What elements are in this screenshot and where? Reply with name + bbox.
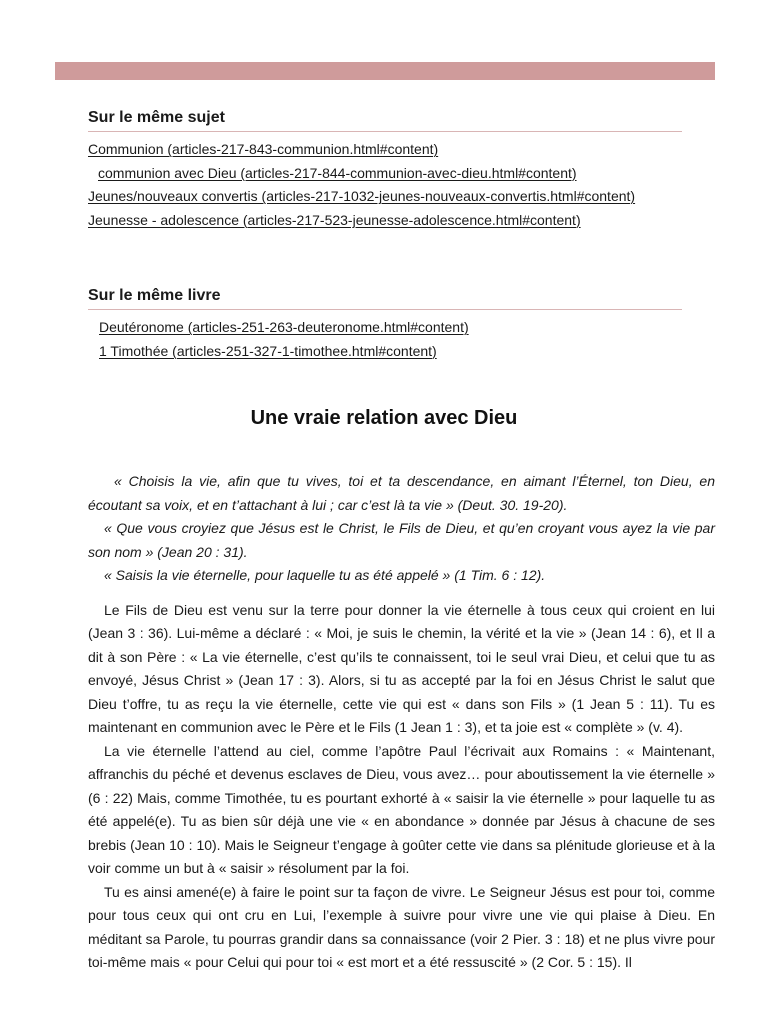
paragraph-3: Tu es ainsi amené(e) à faire le point sur ta façon de vivre. Le Seigneur Jésus est pour toi, comme pour tous ceux qui ont cru en Lui, l’exemple à suivre pour vivre une vie qui plaise à Dieu. En méditant sa Parole, tu pourras grandir dans sa connaissance (voir 2 Pier. 3 : 18) et ne plus vivre pour toi-même mais « pour Celui qui pour toi « est mort et a été ressuscité » (2 Cor. 5 : 15). Il [88, 883, 715, 970]
article-title: Une vraie relation avec Dieu [250, 407, 518, 429]
quote-jean: « Que vous croyiez que Jésus est le Christ, le Fils de Dieu, et qu’en croyant vous ayez la vie par son nom » (Jean 20 : 31). [88, 520, 715, 560]
book-link-deuteronome[interactable]: Deutéronome (articles-251-263-deuteronome.html#content) [99, 319, 469, 335]
related-book-section [88, 286, 682, 363]
section-title-topic: Sur le même sujet [88, 108, 682, 132]
related-link-jeunesse[interactable]: Jeunesse - adolescence (articles-217-523-jeunesse-adolescence.html#content) [88, 211, 581, 228]
related-link-communion[interactable]: Communion (articles-217-843-communion.html#content) [88, 141, 439, 157]
paragraph-2: La vie éternelle l’attend au ciel, comme l’apôtre Paul l’écrivait aux Romains : « Maintenant, affranchis du péché et devenus esclaves de Dieu, vous avez… pour aboutissement la vie éternelle » (6 : 22) Mais, comme Timothée, tu es pourtant exhorté à « saisir la vie éternelle » pour laquelle tu as été appelé(e). Tu as bien sûr déjà une vie « en abondance » donnée par Jésus à chacune de ses brebis (Jean 10 : 10). Mais le Seigneur t’engage à goûter cette vie dans sa plénitude glorieuse et à la voir comme un but à « saisir » résolument par la foi. [88, 742, 715, 876]
book-link-1-timothee[interactable]: 1 Timothée (articles-251-327-1-timothee.html#content) [99, 342, 437, 359]
quote-timothee: « Saisis la vie éternelle, pour laquelle tu as été appelé » (1 Tim. 6 : 12). [104, 567, 546, 583]
related-topic-section [88, 108, 682, 232]
quote-deuteronome: « Choisis la vie, afin que tu vives, toi et ta descendance, en aimant l’Éternel, ton Dieu, en écoutant sa voix, et en t’attachant à lui ; car c’est là ta vie » (Deut. 30. 19-20). [88, 473, 715, 513]
related-link-jeunes-convertis[interactable]: Jeunes/nouveaux convertis (articles-217-1032-jeunes-nouveaux-convertis.html#content) [88, 188, 636, 204]
article-body [88, 470, 715, 975]
related-link-communion-avec-dieu[interactable]: communion avec Dieu (articles-217-844-communion-avec-dieu.html#content) [98, 164, 577, 181]
header-accent-bar [55, 62, 715, 80]
paragraph-1: Le Fils de Dieu est venu sur la terre pour donner la vie éternelle à tous ceux qui croient en lui (Jean 3 : 36). Lui-même a déclaré : « Moi, je suis le chemin, la vérité et la vie » (Jean 14 : 6), et Il a dit à son Père : « La vie éternelle, c’est qu’ils te connaissent, toi le seul vrai Dieu, et celui que tu as envoyé, Jésus Christ » (Jean 17 : 3). Alors, si tu as accepté par la foi en Jésus Christ le salut que Dieu t’offre, tu as reçu la vie éternelle, cette vie qui est « dans son Fils » (1 Jean 5 : 11). Tu es maintenant en communion avec le Père et le Fils (1 Jean 1 : 3), et ta joie est « complète » (v. 4). [88, 601, 715, 735]
section-title-book: Sur le même livre [88, 286, 682, 310]
